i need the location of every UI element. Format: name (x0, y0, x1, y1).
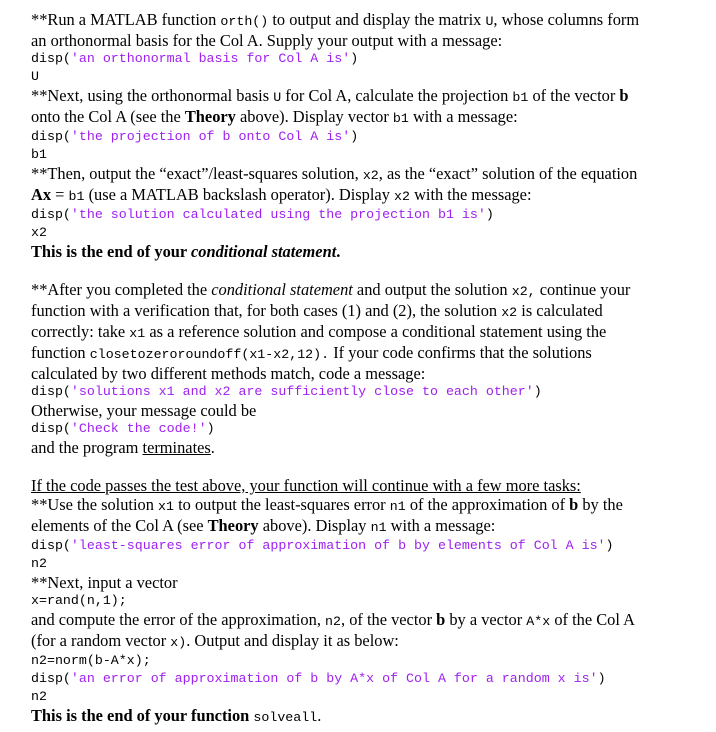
code-var-b1: b1 (31, 147, 47, 162)
para-ls-error: **Use the solution x1 to output the least-squares error n1 of the approximation of b by the (31, 495, 623, 514)
para-orth-line2: an orthonormal basis for the Col A. Supply your output with a message: (31, 31, 503, 50)
para-solution: **Then, output the “exact”/least-squares solution, x2, as the “exact” solution of the equation (31, 164, 638, 183)
code-disp-approx-error: disp('an error of approximation of b by A*x of Col A for a random x is') (31, 671, 606, 686)
para-verification-line3: correctly: take x1 as a reference solution and compose a conditional statement using the (31, 322, 607, 341)
para-input-vector: **Next, input a vector (31, 573, 178, 592)
para-verification-line5: calculated by two different methods match, code a message: (31, 364, 426, 383)
para-verification: **After you completed the conditional statement and output the solution x2, continue your (31, 280, 631, 299)
code-disp-ls-error: disp('least-squares error of approximation of b by elements of Col A is') (31, 538, 614, 553)
para-further-tasks: If the code passes the test above, your function will continue with a few more tasks: (31, 476, 581, 495)
code-var-U: U (31, 69, 39, 84)
code-disp-orth: disp('an orthonormal basis for Col A is') (31, 51, 359, 66)
code-disp-solution: disp('the solution calculated using the projection b1 is') (31, 207, 494, 222)
code-var-n1: n2 (31, 556, 47, 571)
para-approx-error-line2: (for a random vector x). Output and display it as below: (31, 631, 399, 650)
code-var-x2: x2 (31, 225, 47, 240)
code-disp-projection: disp('the projection of b onto Col A is') (31, 129, 359, 144)
para-projection-line2: onto the Col A (see the Theory above). Display vector b1 with a message: (31, 107, 518, 126)
code-rand: x=rand(n,1); (31, 593, 127, 608)
para-orth: **Run a MATLAB function orth() to output and display the matrix U, whose columns form (31, 10, 640, 29)
para-ls-error-line2: elements of the Col A (see Theory above). Display n1 with a message: (31, 516, 496, 535)
para-verification-line2: function with a verification that, for both cases (1) and (2), the solution x2 is calculated (31, 301, 603, 320)
para-solution-line2: Ax = b1 (use a MATLAB backslash operator). Display x2 with the message: (31, 185, 532, 204)
para-projection: **Next, using the orthonormal basis U for Col A, calculate the projection b1 of the vector b (31, 86, 629, 105)
end-conditional-statement: This is the end of your conditional statement. (31, 242, 341, 261)
code-disp-close: disp('solutions x1 and x2 are sufficiently close to each other') (31, 384, 542, 399)
document-page (31, 10, 701, 727)
code-norm: n2=norm(b-A*x); (31, 653, 151, 668)
code-var-n2: n2 (31, 689, 47, 704)
para-verification-line4: function closetozeroroundoff(x1-x2,12). If your code confirms that the solutions (31, 343, 592, 362)
code-disp-check: disp('Check the code!') (31, 421, 215, 436)
end-function: This is the end of your function solveall. (31, 706, 322, 725)
para-otherwise: Otherwise, your message could be (31, 401, 257, 420)
para-terminates: and the program terminates. (31, 438, 215, 457)
para-approx-error: and compute the error of the approximation, n2, of the vector b by a vector A*x of the Col A (31, 610, 635, 629)
